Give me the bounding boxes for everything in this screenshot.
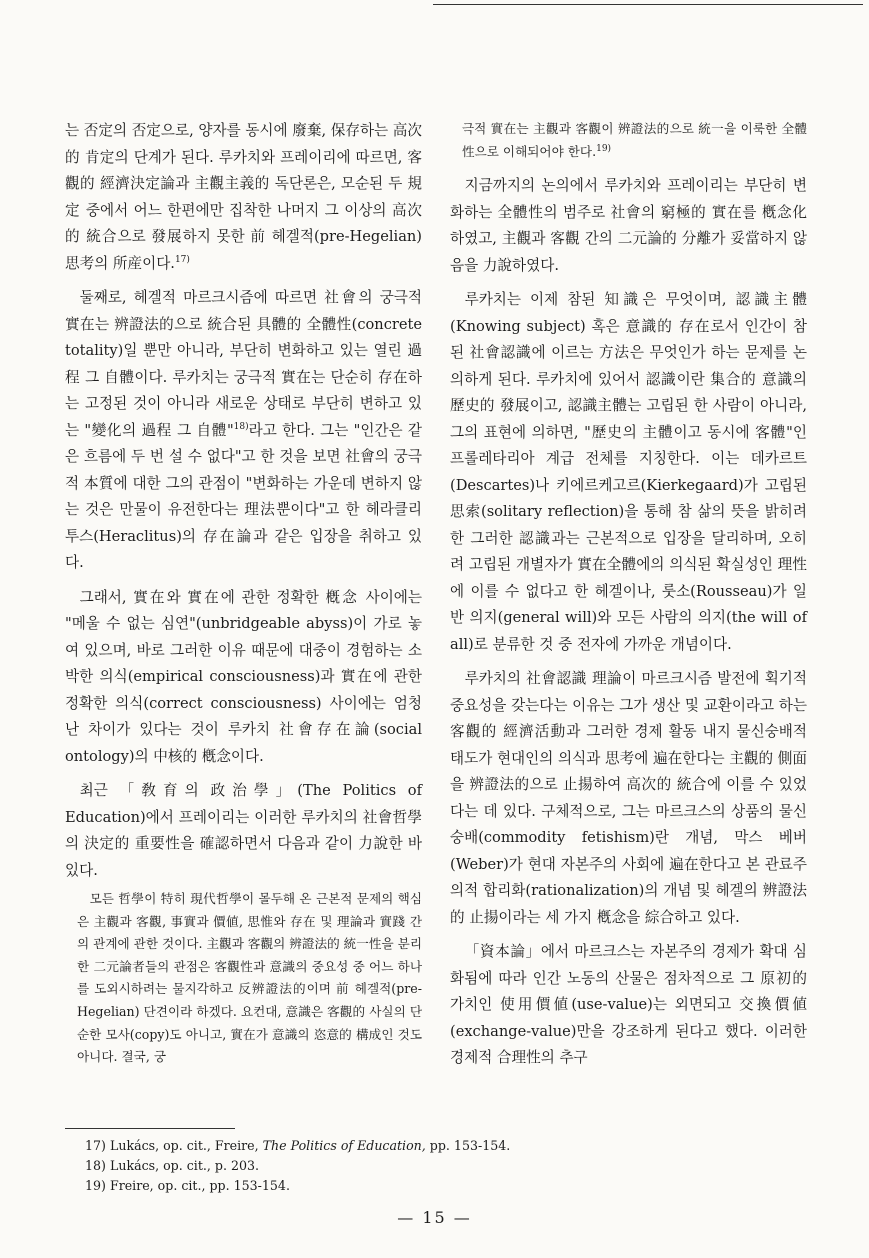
footnotes xyxy=(85,1136,510,1196)
top-rule xyxy=(433,4,863,5)
page-number: — 15 — xyxy=(397,1208,472,1227)
footnote-19: 19) Freire, op. cit., pp. 153-154. xyxy=(85,1178,290,1193)
footnote-17: 17) Lukács, op. cit., Freire, The Politics of Education, pp. 153-154. xyxy=(85,1138,511,1153)
paragraph: 그래서, 實在와 實在에 관한 정확한 槪念 사이에는 "메울 수 없는 심연"(unbridgeable abyss)이 가로 놓여 있으며, 바로 그러한 이유 때문에 대중이 경험하는 소박한 의식(empirical consciousness)과 實在에 관한 정확한 의식(correct consciousness) 사이에는 엄청난 차이가 있다는 것이 루카치 社會存在論(social ontology)의 中核的 槪念이다. xyxy=(65,588,422,765)
paragraph: 루카치는 이제 참된 知識은 무엇이며, 認識主體(Knowing subject) 혹은 意識的 存在로서 인간이 참된 社會認識에 이르는 方法은 무엇인가 하는 문제를 논의하게 된다. 루카치에 있어서 認識이란 集合的 意識의 歷史的 發展이고, 認識主體는 고립된 한 사람이 아니라, 그의 표현에 의하면, "歷史의 主體이고 동시에 客體"인 프롤레타리아 계급 전체를 지칭한다. 이는 데카르트(Descartes)나 키에르케고르(Kierkegaard)가 고립된 思索(solitary reflection)을 통해 참 삶의 뜻을 밝히려 한 그러한 認識과는 근본적으로 입장을 달리하며, 오히려 고립된 개별자가 實在全體에의 의식된 확실성인 理性에 이를 수 없다고 한 헤겔이나, 룻소(Rousseau)가 일반 의지(general will)와 모든 사람의 의지(the will of all)로 분류한 것 중 전자에 가까운 개념이다. xyxy=(450,291,807,653)
left-column xyxy=(65,118,422,1069)
paragraph: 루카치의 社會認識 理論이 마르크시즘 발전에 획기적 중요성을 갖는다는 이유는 그가 생산 및 교환이라고 하는 客觀的 經濟活動과 그러한 경제 활동 내지 물신숭배적 태도가 현대인의 의식과 思考에 遍在한다는 主觀的 側面을 辨證法的으로 止揚하여 高次的 統合에 이를 수 있었다는 데 있다. 구체적으로, 그는 마르크스의 상품의 물신숭배(commodity fetishism)란 개념, 막스 베버(Weber)가 현대 자본주의 사회에 遍在한다고 본 관료주의적 합리화(rationalization)의 개념 및 헤겔의 辨證法的 止揚이라는 세 가지 槪念을 綜合하고 있다. xyxy=(450,670,807,926)
block-quote-continued: 극적 實在는 主觀과 客觀이 辨證法的으로 統一을 이룩한 全體性으로 이해되어야 한다.$^{19)}$ xyxy=(462,121,807,159)
footnote-rule xyxy=(65,1128,235,1129)
paragraph: 「資本論」에서 마르크스는 자본주의 경제가 확대 심화됨에 따라 인간 노동의 산물은 점차적으로 그 原初的 가치인 使用價値(use-value)는 외면되고 交換價値(exchange-value)만을 강조하게 된다고 했다. 이러한 경제적 合理性의 추구 xyxy=(450,943,807,1067)
right-column xyxy=(450,118,807,1072)
paragraph: 는 否定의 否定으로, 양자를 동시에 廢棄, 保存하는 高次的 肯定의 단계가 된다. 루카치와 프레이리에 따르면, 客觀的 經濟決定論과 主觀主義的 독단론은, 모순된 두 規定 중에서 어느 한편에만 집착한 나머지 그 이상의 高次的 統合으로 發展하지 못한 前 헤겔적(pre-Hegelian)思考의 所産이다.$^{17)}$ xyxy=(65,122,422,272)
paragraph: 둘째로, 헤겔적 마르크시즘에 따르면 社會의 궁극적 實在는 辨證法的으로 統合된 具體的 全體性(concrete totality)일 뿐만 아니라, 부단히 변화하고 있는 열린 過程 그 自體이다. 루카치는 궁극적 實在는 단순히 存在하는 고정된 것이 아니라 새로운 상태로 부단히 변하고 있는 "變化의 過程 그 自體"$^{18)}$라고 한다. 그는 "인간은 같은 흐름에 두 번 설 수 없다"고 한 것을 보면 社會의 궁극적 本質에 대한 그의 관점이 "변화하는 가운데 변하지 않는 것은 만물이 유전한다는 理法뿐이다"고 한 헤라클리투스(Heraclitus)의 存在論과 같은 입장을 취하고 있다. xyxy=(65,289,422,571)
footnote-ref: 18) xyxy=(233,421,249,432)
paragraph: 최근 「敎育의 政治學」(The Politics of Education)에서 프레이리는 이러한 루카치의 社會哲學의 決定的 重要性을 確認하면서 다음과 같이 力說한 바 있다. xyxy=(65,782,422,879)
paragraph: 지금까지의 논의에서 루카치와 프레이리는 부단히 변화하는 全體性의 범주로 社會의 窮極的 實在를 槪念化하였고, 主觀과 客觀 간의 二元論的 分離가 妥當하지 않음을 力說하였다. xyxy=(450,177,807,274)
footnote-18: 18) Lukács, op. cit., p. 203. xyxy=(85,1158,260,1173)
footnote-ref: 19) xyxy=(596,143,612,154)
block-quote: 모든 哲學이 特히 現代哲學이 몰두해 온 근본적 문제의 핵심은 主觀과 客觀, 事實과 價値, 思惟와 存在 및 理論과 實踐 간의 관계에 관한 것이다. 主觀과 客觀의 辨證法的 統一性을 분리한 二元論者들의 관점은 客觀性과 意識의 중요성 중 어느 하나를 도외시하려는 물지각하고 反辨證法的이며 前 헤겔적(pre-Hegelian) 단견이라 하겠다. 요컨대, 意識은 客觀的 사실의 단순한 모사(copy)도 아니고, 實在가 意識의 恣意的 構成인 것도 아니다. 결국, 궁 xyxy=(77,891,422,1065)
footnote-ref: 17) xyxy=(174,254,190,265)
